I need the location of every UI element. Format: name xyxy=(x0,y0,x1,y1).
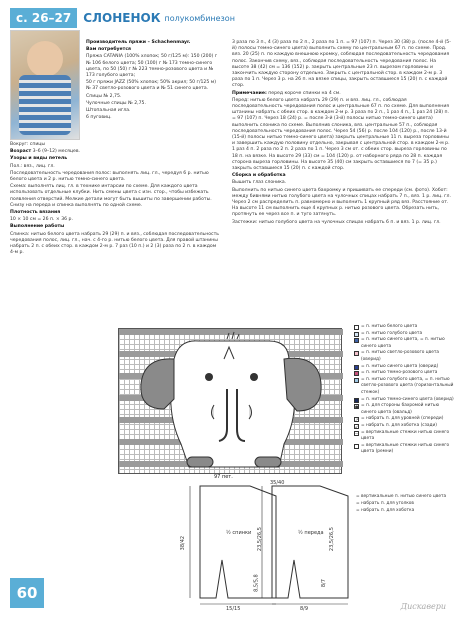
dim-front-height: 35/40 xyxy=(270,480,285,486)
dim-back-lower: 8,5/5,8 xyxy=(253,574,260,592)
sequence-text: Последовательность чередования полос: выполнять лиц. гл., чередуя 6 р. нитью белого цвета и 2 р. нитью темно-синего цвета. xyxy=(10,170,209,183)
chart-caption: 97 пет. xyxy=(214,474,233,480)
schematic-markers xyxy=(356,494,454,516)
age-label: Возраст xyxy=(10,149,32,155)
density-title: Плотность вязания xyxy=(10,210,61,216)
legend-text: = п. нитью белого цвета xyxy=(361,324,418,329)
para-1: 3 раза по 3 п., 4 (3) раза по 2 п., 2 раза по 1 п. = 97 (107) п. Через 30 (38) р. (после 4-й (5-й) полосы темно-синего цвета) выполнить схему по центральным 67 п. по схеме. Прод. вяз. 20 (25) п. по каждую внешнюю кромку, соблюдая последовательность чередования полос. Закончив схему, вяз., соблюдая последовательность чередования полос. На высоте 38 (42) см = 136 (152) р. закрыть центральные 23 п. вырезом горловины и закончить каждую сторону отдельно. Закрыть с центральной стор. в каждом 2-м р. 3 раза по 1 п. Через 3 р. на 26 п. на вязке спицы, закрыть оставшиеся 15 (20) п. с каждой стор. xyxy=(232,40,451,89)
legend-text: = п. нитью светло-розового цвета (оверид) xyxy=(361,350,440,362)
legend-text: = п. нитью голубого цвета, = п. нитью светло-розового цвета (горизонтальный стежок) xyxy=(361,376,454,395)
legend-text: = п. нитью голубого цвета xyxy=(361,330,423,336)
para-2: Перед: нитью белого цвета набрать 29 (29) п. и вяз. лиц. гл., соблюдая последовательность чередования полос и центральные 67 п. по схеме. Для выполнения штанины набрать с обеих стор. в каждом 2-м р. 3 раза по 2 п., 1 раз 4 п., 1 раз 24 (28) п. = 97 (107) п. Через 18 (24) р. = после 3-й (3-й) полосы нитью темно-синего цвета) выполнить слоника по схеме. Выполнив слоника, вяз. центральные 57 п., соблюдая последовательность чередования полос. Через 54 (56) р. после 104 (120) р., после 13-й (15-й) полосы нитью темно-синего цвета) закрыть центральные 11 п. выреза горловины и завершить каждую половину отдельно, закрывая с центральной стор. в каждом 2-м р. 1 раз 4 п. 2 раза по 2 п. 2 раза по 1 п. Через 3 см от. с обеих стор. выреза горловины по 18 п. на вязке. На высоте 29 (33) см = 104 (120) р. от наборного ряда по 28 п. каждая сторона выреза горловины. На высоте 35 (40) см закрыть оставшиеся по 7 (= 35 р.) закрыть оставшиеся 15 (20) п. с каждой стор. xyxy=(232,97,450,172)
needles-text: Спицы № 2,75. xyxy=(86,93,122,99)
marker-1: = вертикальные п. нитью синего цвета xyxy=(356,494,447,499)
page-subtitle: полукомбинезон xyxy=(164,13,235,23)
back-label: ½ спинки xyxy=(226,530,252,536)
dim-front-lower: 8/7 xyxy=(320,579,327,588)
tools-line: Вокруг: спицы xyxy=(10,142,46,147)
assembly-text: Вышить глаз слоника. xyxy=(232,180,287,186)
dim-left-height: 38/42 xyxy=(180,535,187,551)
page-number: 60 xyxy=(10,578,44,608)
watermark: Дискавери xyxy=(400,602,446,611)
legend-swatch: ● xyxy=(355,404,359,410)
para-4: Застежки: нитью голубого цвета на чулочных спицах набрать 6 п. и вяз. 1 р. лиц. гл. xyxy=(232,219,441,225)
legend-swatch: ↗ xyxy=(355,417,359,423)
legend-text: = вертикальные стежки нитью синего цвета (ремни) xyxy=(361,442,450,455)
legend-text: = набрать п. для хоботка (сзади) xyxy=(361,422,437,428)
need-text-2: 50 г пряжи JAZZ (50% хлопок; 50% акрил; 50 г/125 м) № 37 светло-розового цвета и № 51 синего цвета. xyxy=(86,80,216,92)
back-piece-outline xyxy=(200,486,276,598)
dim-back-upper: 23,5/26,5 xyxy=(256,527,263,552)
tape-needle-text: Штопальная игла. xyxy=(86,108,131,114)
note-title: Примечание: xyxy=(232,90,267,96)
buttons-text: 6 пуговиц. xyxy=(86,115,112,121)
dim-width-bottom: 15/15 xyxy=(226,606,241,612)
legend-text: = п. нитью синего цвета, = п. нитью синего цвета xyxy=(361,337,445,349)
patterns-title: Узоры и виды петель xyxy=(10,156,68,162)
producer-text: Производитель пряжи – Schachenmayr. xyxy=(86,40,191,45)
marker-2: = набрать п. для уголков xyxy=(356,501,414,507)
page-title: СЛОНЕНОК xyxy=(83,11,161,25)
legend-text: = п. нитью темно-розового цвета xyxy=(361,370,438,376)
need-title: Вам потребуется xyxy=(86,47,132,53)
need-text: Пряжа CATANIA (100% хлопок; 50 г/125 м): 150 (200) г № 106 белого цвета; 50 (100) г № 173 темно-синего цвета, по 50 (50) г № 223 темно-розового цвета и № 173 голубого цвета; xyxy=(86,54,218,79)
front-label: ½ переда xyxy=(298,530,324,536)
marker-3: = набрать п. для хоботка xyxy=(356,508,415,514)
legend-text: = п. нитью синего цвета (оверид) xyxy=(361,363,439,369)
chart-note: Схема: выполнять лиц. гл. в технике интарсии по схеме. Для каждого цвета использовать отдельные клубки. Нить смены цвета с изн. стор., чтобы избежать появления отверстий. Мелкие детали могут быть вышиты по завершении работы. Снизу на переда и спинка выполнять по одной схеме. xyxy=(10,184,212,208)
age-text: 3–6 (9–12) месяцев. xyxy=(32,149,80,155)
back-text: Спинка: нитью белого цвета набрать 29 (29) п. и вяз., соблюдая последовательность чередования полос, лиц. гл., нач. с 4-го р. нитью белого цвета. Для правой штанины набрать 2 п. с обеих стор. в каждом 2-м р. 7 раз (10 п.) и 2 (3) раза по 2 п. в каждом 4-м р. xyxy=(10,231,219,256)
density-text: 10 × 10 см = 26 п. × 36 р. xyxy=(10,217,73,223)
legend-text: = вертикальные стежки нитью синего цвета xyxy=(361,429,450,442)
front-piece-outline xyxy=(272,486,348,598)
legend-text: = п. нитью темно-синего цвета (оверид) xyxy=(361,396,454,402)
page-ref-badge: с. 26–27 xyxy=(10,8,77,28)
legend-swatch: — xyxy=(355,430,359,436)
legend-swatch: ↙ xyxy=(355,423,359,429)
note-text: перед короче спинки на 4 см. xyxy=(268,90,341,96)
stitch-text: Пол.: вяз., лиц. гл. xyxy=(10,163,55,169)
para-3: Выполнить по нитью синего цвета бахромку и пришивать ее спереди (см. фото). Хобот: между бивнями нитью голубого цвета на чулочных спицах набрать 7 п., вяз. 1 р. лиц. гл. Через 2 см распределить п. равномерно и выполнить 1 крупный ряд вяз. Расстояние от. На высоте 11 см выполнить еще 4 крупных р. нитью розового цвета. Обрезать нить, протянуть ее через все п. и туго затянуть. xyxy=(232,187,451,218)
legend-text: = п. для стороны бахромой нитью синего цвета (овальд) xyxy=(361,403,440,415)
assembly-title: Сборка и обработка xyxy=(232,173,286,179)
circ-needles-text: Чулочные спицы № 2,75. xyxy=(86,100,146,106)
dim-front-upper: 23,5/26,5 xyxy=(328,527,335,552)
dim-width-top: 8/9 xyxy=(300,606,309,612)
legend-text: = набрать п. для уровней (спереди) xyxy=(361,416,444,422)
execution-title: Выполнение работы xyxy=(10,224,65,230)
